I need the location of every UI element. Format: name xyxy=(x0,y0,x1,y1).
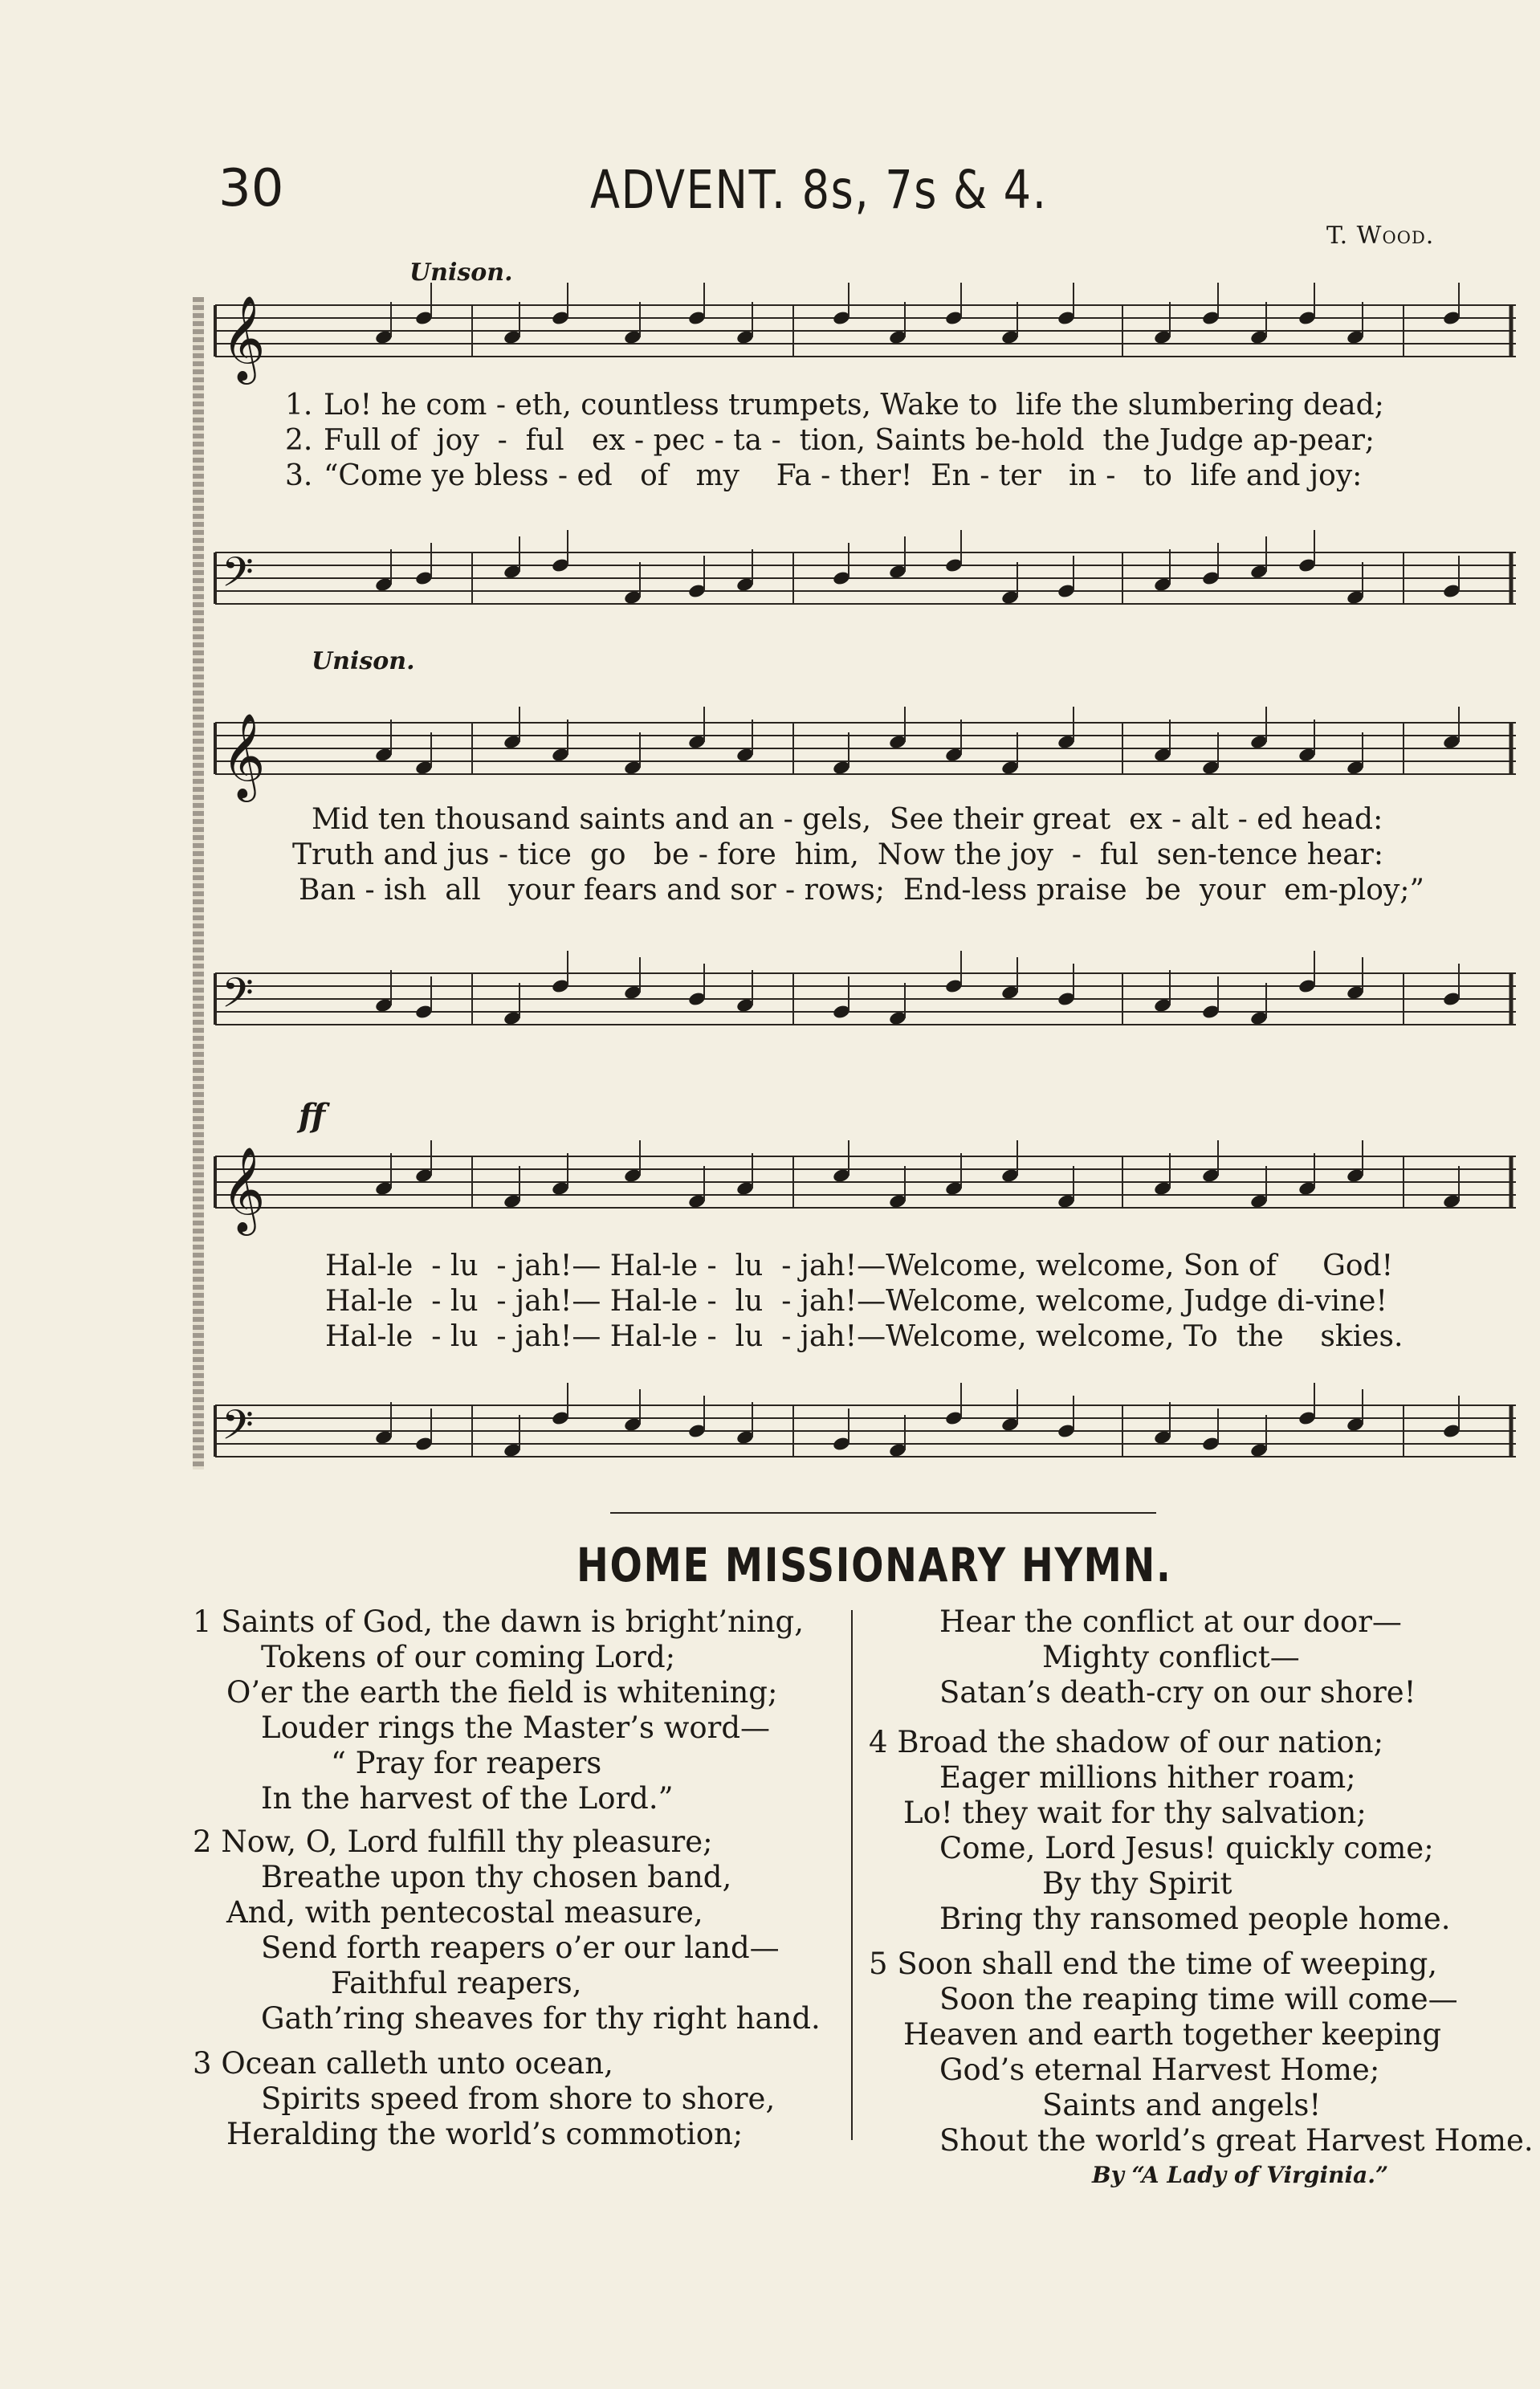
stanza-5-line-5: Saints and angels! xyxy=(1042,2088,1322,2122)
stanza-3-line-3: Heralding the world’s commotion; xyxy=(226,2117,744,2151)
system-1-marking: Unison. xyxy=(409,259,513,287)
stanza-3-line-2: Spirits speed from shore to shore, xyxy=(261,2081,776,2116)
stanza-2-line-4: Send forth reapers o’er our land— xyxy=(261,1930,780,1965)
bass-clef-icon: 𝄢 xyxy=(222,968,254,1027)
stanza-4-line-5: By thy Spirit xyxy=(1042,1866,1232,1901)
stanza-2-line-2: Breathe upon thy chosen band, xyxy=(261,1860,732,1894)
stanza-5-line-3: Heaven and earth together keeping xyxy=(903,2017,1442,2052)
binding-edge xyxy=(193,297,204,1470)
stanza-3-line-1: 3 Ocean calleth unto ocean, xyxy=(193,2046,613,2081)
stanza-1-line-1: 1 Saints of God, the dawn is bright’ning, xyxy=(193,1604,805,1639)
stanza-5-line-6: Shout the world’s great Harvest Home. xyxy=(939,2123,1534,2158)
system-1-bass-staff xyxy=(215,536,1516,625)
stanza-2-line-3: And, with pentecostal measure, xyxy=(226,1895,703,1930)
system-2-treble-staff xyxy=(215,707,1516,798)
stanza-1-line-2: Tokens of our coming Lord; xyxy=(261,1640,676,1674)
stanza-3-cont-line-1: Hear the conflict at our door— xyxy=(939,1604,1402,1639)
stanza-5-line-1: 5 Soon shall end the time of weeping, xyxy=(869,1947,1438,1981)
system-1-lyric-verse-2: 2. Full of joy - ful ex - pec - ta - tion, Saints be-hold the Judge ap-pear; xyxy=(285,424,1375,457)
stanza-5-line-2: Soon the reaping time will come— xyxy=(939,1982,1458,2016)
stanza-5-line-4: God’s eternal Harvest Home; xyxy=(939,2053,1380,2087)
system-1-lyric-verse-1: 1. Lo! he com - eth, countless trumpets, Wake to life the slumbering dead; xyxy=(285,389,1384,422)
poem-title: HOME MISSIONARY HYMN. xyxy=(576,1538,1172,1592)
stanza-1-line-6: In the harvest of the Lord.” xyxy=(261,1781,674,1816)
stanza-4-line-4: Come, Lord Jesus! quickly come; xyxy=(939,1831,1434,1865)
stanza-4-line-6: Bring thy ransomed people home. xyxy=(939,1902,1451,1936)
stanza-4-line-3: Lo! they wait for thy salvation; xyxy=(903,1796,1367,1830)
stanza-3-cont-line-3: Satan’s death-cry on our shore! xyxy=(939,1675,1416,1710)
system-2-bass-staff xyxy=(215,957,1516,1046)
bass-clef-icon: 𝄢 xyxy=(222,548,254,606)
stanza-2-line-6: Gath’ring sheaves for thy right hand. xyxy=(261,2001,821,2036)
stanza-2-line-5: Faithful reapers, xyxy=(331,1966,582,2000)
system-2-lyric-verse-3: Ban - ish all your fears and sor - rows; End-less praise be your em-ploy;” xyxy=(299,874,1424,907)
system-3-lyric-verse-3: Hal-le - lu - jah!— Hal-le - lu - jah!—Welcome, welcome, To the skies. xyxy=(325,1320,1404,1353)
stanza-4-line-1: 4 Broad the shadow of our nation; xyxy=(869,1725,1384,1759)
stanza-2-line-1: 2 Now, O, Lord fulfill thy pleasure; xyxy=(193,1824,713,1859)
stanza-1-line-3: O’er the earth the field is whitening; xyxy=(226,1675,778,1710)
system-1-lyric-verse-3: 3. “Come ye bless - ed of my Fa - ther! En - ter in - to life and joy: xyxy=(285,459,1363,492)
system-3-lyric-verse-1: Hal-le - lu - jah!— Hal-le - lu - jah!—Welcome, welcome, Son of God! xyxy=(325,1250,1394,1282)
column-divider xyxy=(851,1610,853,2140)
composer: T. Wood. xyxy=(1326,222,1435,250)
section-divider xyxy=(610,1512,1156,1514)
bass-clef-icon: 𝄢 xyxy=(222,1400,254,1459)
poem-attribution: By “A Lady of Virginia.” xyxy=(1092,2162,1389,2188)
treble-clef-icon: 𝄞 xyxy=(222,295,266,381)
stanza-1-line-5: “ Pray for reapers xyxy=(331,1746,602,1780)
page-number: 30 xyxy=(218,159,284,218)
stanza-4-line-2: Eager millions hither roam; xyxy=(939,1760,1356,1795)
system-2-marking: Unison. xyxy=(312,647,415,675)
stanza-1-line-4: Louder rings the Master’s word— xyxy=(261,1710,771,1745)
hymn-title: ADVENT. 8s, 7s & 4. xyxy=(590,159,1048,221)
system-3-treble-staff xyxy=(215,1140,1516,1232)
system-3-lyric-verse-2: Hal-le - lu - jah!— Hal-le - lu - jah!—Welcome, welcome, Judge di-vine! xyxy=(325,1285,1387,1318)
system-3-dynamic: ff xyxy=(299,1097,326,1135)
stanza-3-cont-line-2: Mighty conflict— xyxy=(1042,1640,1300,1674)
system-3-bass-staff xyxy=(215,1389,1516,1478)
system-2-lyric-verse-2: Truth and jus - tice go be - fore him, Now the joy - ful sen-tence hear: xyxy=(292,838,1383,871)
system-2-lyric-verse-1: Mid ten thousand saints and an - gels, See their great ex - alt - ed head: xyxy=(312,803,1383,836)
system-1-treble-staff xyxy=(215,289,1516,381)
treble-clef-icon: 𝄞 xyxy=(222,1146,266,1232)
treble-clef-icon: 𝄞 xyxy=(222,712,266,798)
